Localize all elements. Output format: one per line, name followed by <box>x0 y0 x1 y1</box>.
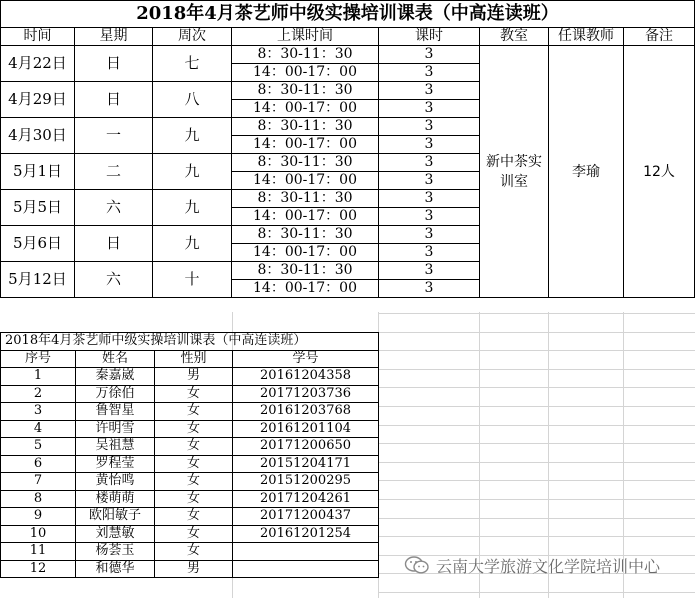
student-id: 20161204358 <box>233 368 379 386</box>
session-week: 八 <box>153 82 232 118</box>
student-gender: 女 <box>155 543 233 561</box>
student-no: 11 <box>1 543 76 561</box>
watermark-text: 云南大学旅游文化学院培训中心 <box>436 556 661 576</box>
session-week: 十 <box>153 262 232 298</box>
slot-hours: 3 <box>379 100 480 118</box>
session-date: 5月1日 <box>1 154 75 190</box>
slot-hours: 3 <box>379 136 480 154</box>
slot-hours: 3 <box>379 154 480 172</box>
roster-header-id: 学号 <box>233 350 379 368</box>
student-no: 7 <box>1 473 76 491</box>
gridline <box>378 462 695 463</box>
student-gender: 女 <box>155 403 233 421</box>
slot-time: 8：30-11：30 <box>232 118 379 136</box>
header-weekday: 星期 <box>75 28 153 46</box>
student-name: 万徐伯 <box>76 385 155 403</box>
session-week: 七 <box>153 46 232 82</box>
slot-hours: 3 <box>379 226 480 244</box>
session-date: 4月30日 <box>1 118 75 154</box>
gridline <box>378 369 695 370</box>
student-gender: 男 <box>155 368 233 386</box>
gridline <box>378 536 695 537</box>
student-gender: 女 <box>155 385 233 403</box>
gridline <box>378 350 695 351</box>
student-row <box>1 455 379 473</box>
teacher-cell: 李瑜 <box>549 46 624 298</box>
student-row <box>1 560 379 578</box>
student-id: 20171204261 <box>233 490 379 508</box>
header-class-time: 上课时间 <box>232 28 379 46</box>
session-date: 4月22日 <box>1 46 75 82</box>
header-week: 周次 <box>153 28 232 46</box>
slot-hours: 3 <box>379 244 480 262</box>
student-no: 1 <box>1 368 76 386</box>
student-name: 秦嘉崴 <box>76 368 155 386</box>
gridline <box>378 480 695 481</box>
roster-header-no: 序号 <box>1 350 76 368</box>
gridline <box>378 425 695 426</box>
student-id <box>233 560 379 578</box>
header-hours: 课时 <box>379 28 480 46</box>
session-weekday: 日 <box>75 46 153 82</box>
header-remark: 备注 <box>624 28 695 46</box>
student-no: 8 <box>1 490 76 508</box>
session-weekday: 日 <box>75 82 153 118</box>
student-name: 欧阳敏子 <box>76 508 155 526</box>
classroom-cell: 新中茶实训室 <box>480 46 549 298</box>
session-weekday: 二 <box>75 154 153 190</box>
gridline <box>378 518 695 519</box>
student-row <box>1 490 379 508</box>
session-weekday: 六 <box>75 190 153 226</box>
student-no: 10 <box>1 525 76 543</box>
slot-time: 8：30-11：30 <box>232 154 379 172</box>
session-date: 4月29日 <box>1 82 75 118</box>
header-date: 时间 <box>1 28 75 46</box>
slot-hours: 3 <box>379 208 480 226</box>
student-row <box>1 438 379 456</box>
student-gender: 女 <box>155 508 233 526</box>
header-teacher: 任课教师 <box>549 28 624 46</box>
student-id: 20171200650 <box>233 438 379 456</box>
student-gender: 男 <box>155 560 233 578</box>
slot-hours: 3 <box>379 46 480 64</box>
slot-time: 8：30-11：30 <box>232 46 379 64</box>
student-gender: 女 <box>155 473 233 491</box>
session-weekday: 一 <box>75 118 153 154</box>
session-week: 九 <box>153 190 232 226</box>
session-weekday: 日 <box>75 226 153 262</box>
roster-title: 2018年4月茶艺师中级实操培训课表（中高连读班） <box>1 333 379 351</box>
student-gender: 女 <box>155 455 233 473</box>
student-row <box>1 525 379 543</box>
slot-hours: 3 <box>379 262 480 280</box>
student-id <box>233 543 379 561</box>
roster-header-name: 姓名 <box>76 350 155 368</box>
student-no: 4 <box>1 420 76 438</box>
slot-time: 14：00-17：00 <box>232 208 379 226</box>
session-weekday: 六 <box>75 262 153 298</box>
session-date: 5月5日 <box>1 190 75 226</box>
student-id: 20161201104 <box>233 420 379 438</box>
student-no: 5 <box>1 438 76 456</box>
watermark <box>404 553 694 577</box>
roster-table <box>0 332 379 578</box>
header-classroom: 教室 <box>480 28 549 46</box>
slot-time: 14：00-17：00 <box>232 244 379 262</box>
student-row <box>1 403 379 421</box>
slot-time: 14：00-17：00 <box>232 172 379 190</box>
schedule-row <box>1 46 695 64</box>
roster-header-gender: 性别 <box>155 350 233 368</box>
student-no: 12 <box>1 560 76 578</box>
student-row <box>1 385 379 403</box>
student-no: 6 <box>1 455 76 473</box>
student-name: 杨荟玉 <box>76 543 155 561</box>
slot-hours: 3 <box>379 190 480 208</box>
slot-time: 8：30-11：30 <box>232 82 379 100</box>
schedule-table <box>0 0 695 298</box>
slot-hours: 3 <box>379 172 480 190</box>
slot-hours: 3 <box>379 118 480 136</box>
student-row <box>1 368 379 386</box>
student-gender: 女 <box>155 420 233 438</box>
session-week: 九 <box>153 118 232 154</box>
student-no: 9 <box>1 508 76 526</box>
wechat-icon <box>404 555 430 575</box>
slot-time: 8：30-11：30 <box>232 190 379 208</box>
student-row <box>1 508 379 526</box>
student-id: 20151204171 <box>233 455 379 473</box>
slot-hours: 3 <box>379 280 480 298</box>
slot-hours: 3 <box>379 82 480 100</box>
slot-time: 14：00-17：00 <box>232 64 379 82</box>
slot-time: 8：30-11：30 <box>232 262 379 280</box>
gridline <box>378 499 695 500</box>
student-id: 20171203736 <box>233 385 379 403</box>
slot-time: 8：30-11：30 <box>232 226 379 244</box>
remark-cell: 12人 <box>624 46 695 298</box>
student-name: 和德华 <box>76 560 155 578</box>
gridline <box>378 332 695 333</box>
student-id: 20161203768 <box>233 403 379 421</box>
session-week: 九 <box>153 154 232 190</box>
student-row <box>1 543 379 561</box>
student-name: 楼萌萌 <box>76 490 155 508</box>
schedule-title: 2018年4月茶艺师中级实操培训课表（中高连读班） <box>1 1 695 28</box>
student-gender: 女 <box>155 438 233 456</box>
student-gender: 女 <box>155 490 233 508</box>
gridline <box>378 443 695 444</box>
student-name: 罗程莹 <box>76 455 155 473</box>
student-name: 鲁智星 <box>76 403 155 421</box>
slot-time: 14：00-17：00 <box>232 280 379 298</box>
student-row <box>1 420 379 438</box>
student-id: 20171200437 <box>233 508 379 526</box>
student-name: 吴祖慧 <box>76 438 155 456</box>
student-gender: 女 <box>155 525 233 543</box>
gridline <box>378 406 695 407</box>
slot-time: 14：00-17：00 <box>232 136 379 154</box>
student-name: 刘慧敏 <box>76 525 155 543</box>
student-no: 2 <box>1 385 76 403</box>
student-row <box>1 473 379 491</box>
gridline <box>378 592 695 593</box>
student-id: 20151200295 <box>233 473 379 491</box>
slot-hours: 3 <box>379 64 480 82</box>
gridline <box>378 387 695 388</box>
student-id: 20161201254 <box>233 525 379 543</box>
session-date: 5月6日 <box>1 226 75 262</box>
student-name: 许明雪 <box>76 420 155 438</box>
gridline <box>378 313 695 314</box>
student-name: 黄怡鸣 <box>76 473 155 491</box>
session-date: 5月12日 <box>1 262 75 298</box>
session-week: 九 <box>153 226 232 262</box>
student-no: 3 <box>1 403 76 421</box>
slot-time: 14：00-17：00 <box>232 100 379 118</box>
